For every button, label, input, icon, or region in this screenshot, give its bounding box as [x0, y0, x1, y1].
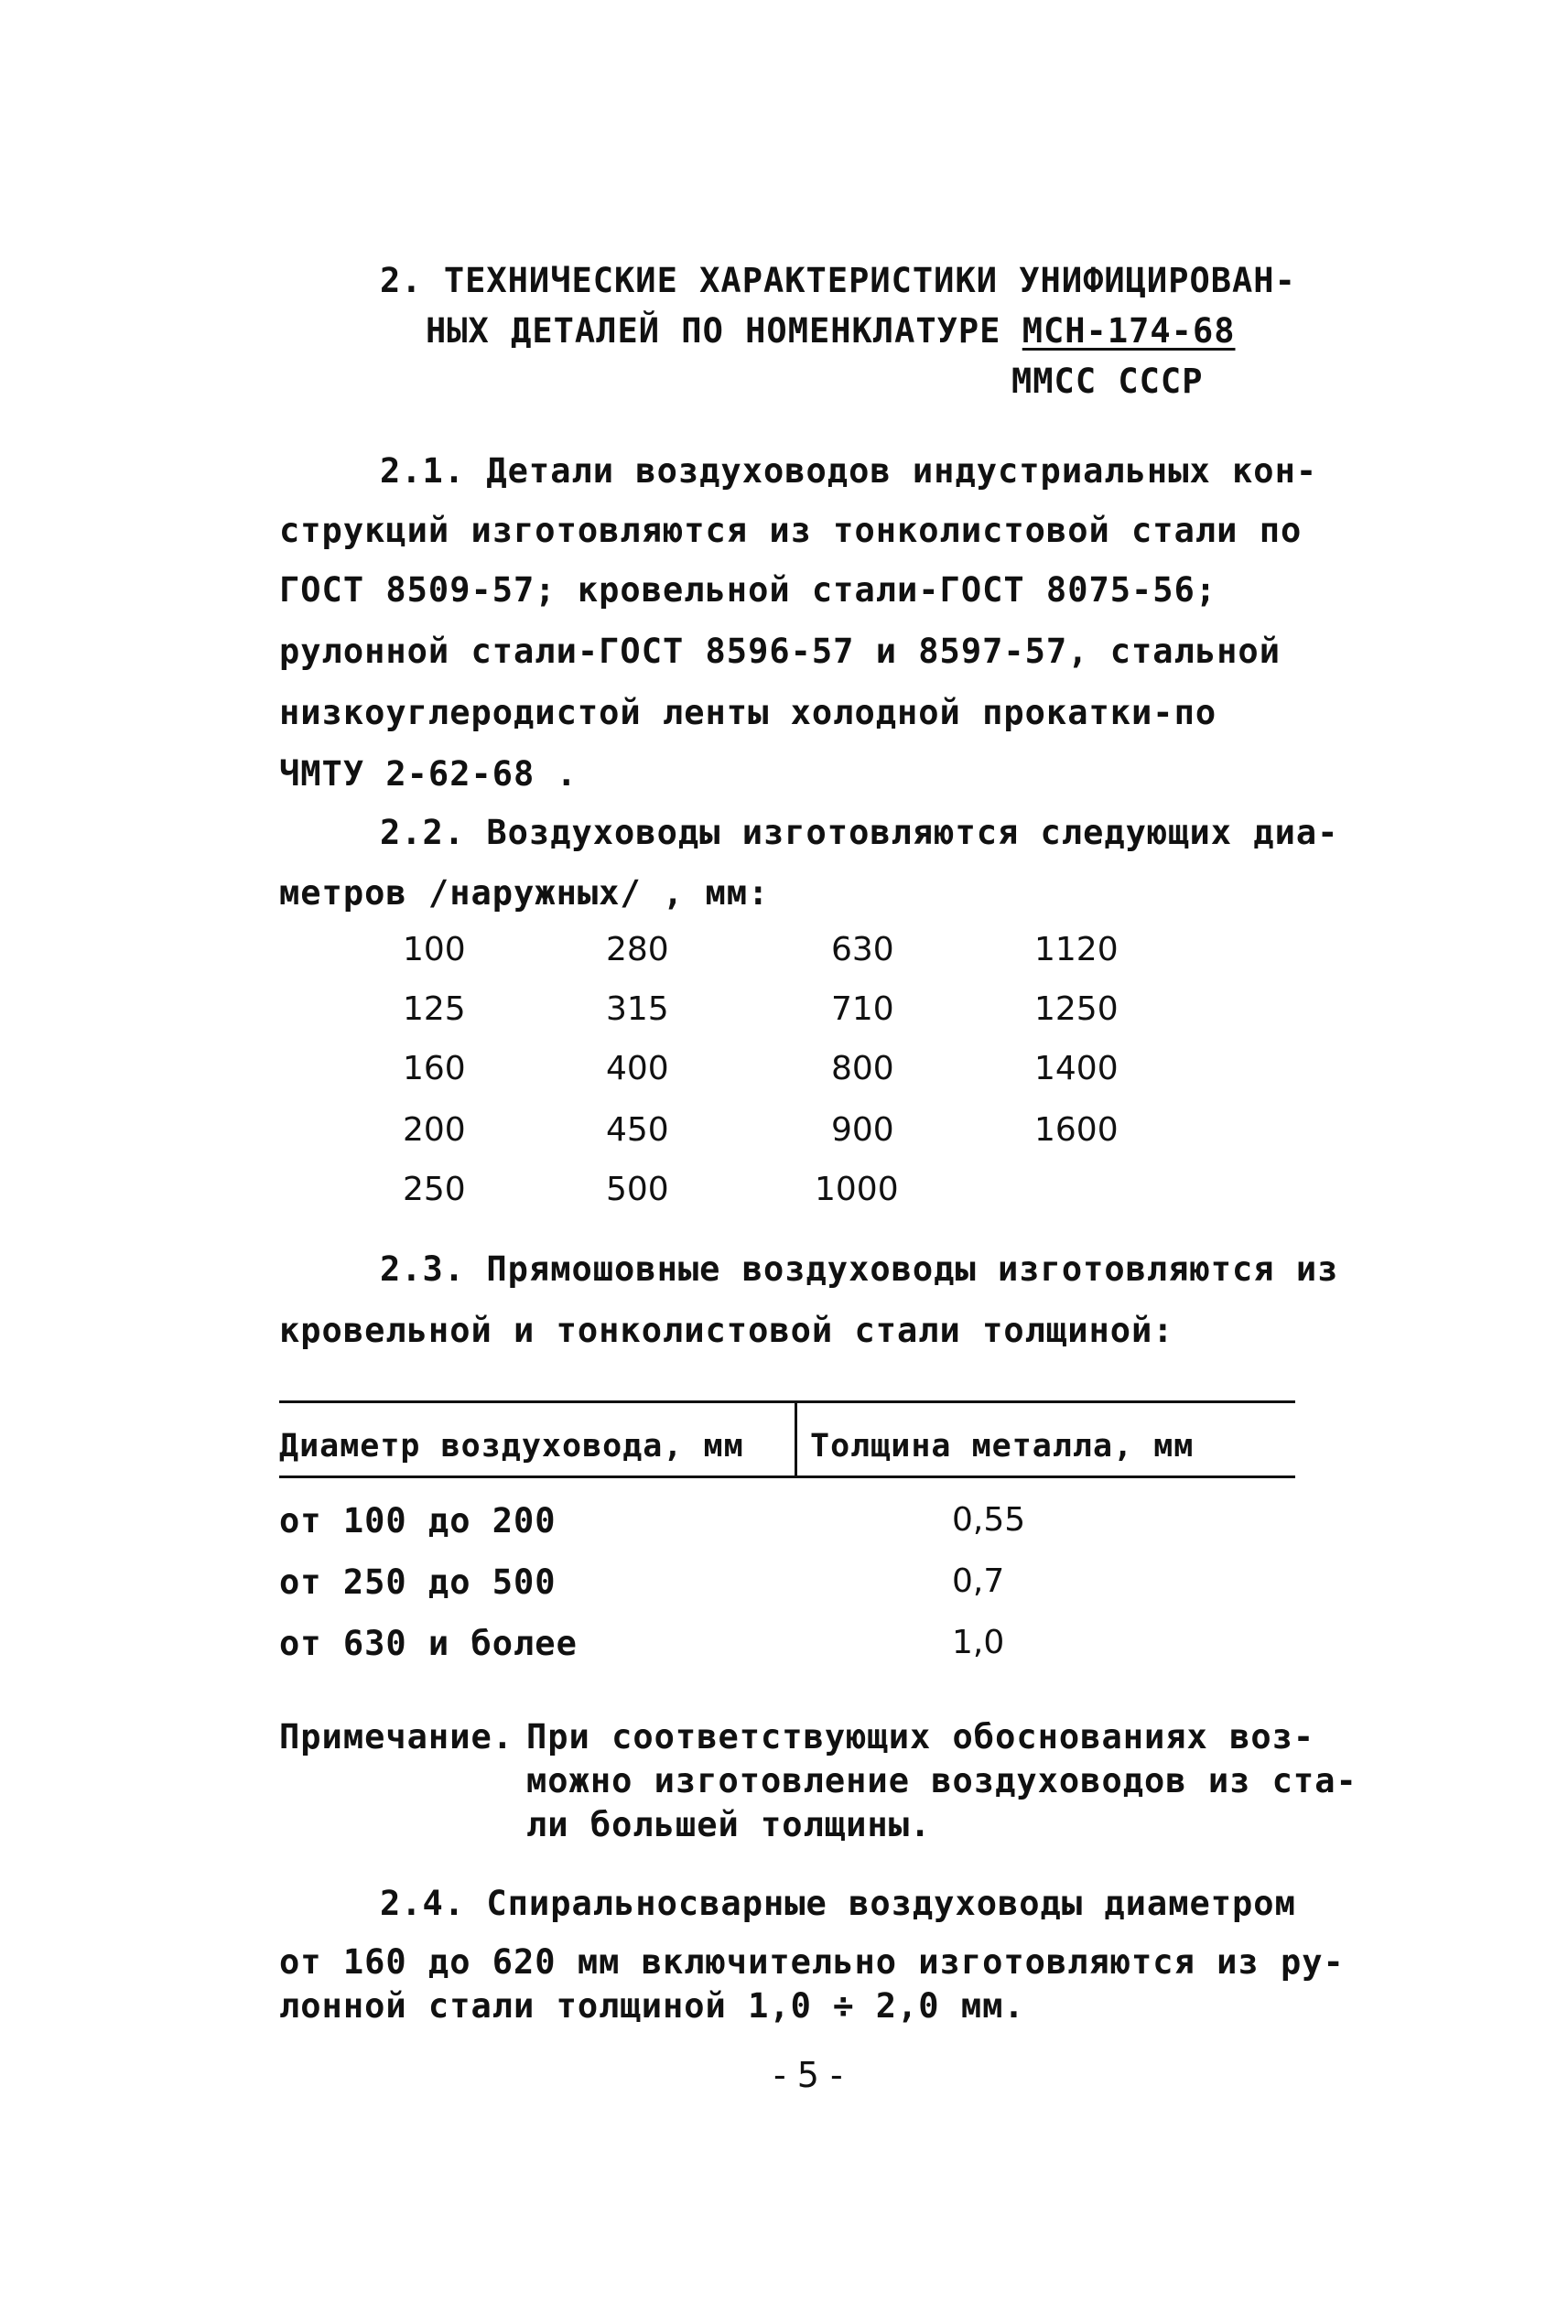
- diameter-cell: 450: [606, 1111, 669, 1149]
- document-code: МСН-174-68: [1022, 311, 1236, 351]
- para-2-2-line-1: 2.2. Воздуховоды изготовляются следующих диа-: [380, 813, 1339, 852]
- diameter-cell: 250: [403, 1171, 466, 1208]
- diameter-cell: 1000: [815, 1171, 899, 1208]
- diameter-cell: 280: [606, 931, 669, 968]
- diameter-cell: 800: [831, 1050, 894, 1087]
- para-2-4-line-1: 2.4. Спиральносварные воздуховоды диаметром: [380, 1884, 1296, 1923]
- para-2-1-line-2: струкций изготовляются из тонколистовой стали по: [279, 511, 1303, 550]
- diameter-cell: 1600: [1034, 1111, 1119, 1149]
- table-row-thickness: 0,55: [952, 1501, 1026, 1539]
- diameter-cell: 100: [403, 931, 466, 968]
- table-row-range: от 100 до 200: [279, 1501, 557, 1540]
- note-line-2: можно изготовление воздуховодов из ста-: [526, 1761, 1357, 1800]
- section-title-line-1: 2. ТЕХНИЧЕСКИЕ ХАРАКТЕРИСТИКИ УНИФИЦИРОВАН-: [380, 261, 1296, 300]
- para-2-1-line-1: 2.1. Детали воздуховодов индустриальных кон-: [380, 451, 1318, 491]
- table-row-range: от 630 и более: [279, 1624, 578, 1663]
- section-title-line-3: ММСС СССР: [1011, 362, 1204, 401]
- table-header-thickness: Толщина металла, мм: [810, 1428, 1195, 1465]
- page-number: - 5 -: [773, 2055, 843, 2095]
- diameter-cell: 160: [403, 1050, 466, 1087]
- diameter-cell: 500: [606, 1171, 669, 1208]
- note-line-3: ли большей толщины.: [526, 1805, 932, 1844]
- para-2-3-line-2: кровельной и тонколистовой стали толщиной:: [279, 1311, 1174, 1350]
- section-title-text: НЫХ ДЕТАЛЕЙ ПО НОМЕНКЛАТУРЕ: [426, 311, 1022, 351]
- diameter-cell: 1120: [1034, 931, 1119, 968]
- diameter-cell: 200: [403, 1111, 466, 1149]
- table-row-thickness: 1,0: [952, 1624, 1005, 1661]
- diameter-cell: 630: [831, 931, 894, 968]
- note-line-1: При соответствующих обоснованиях воз-: [526, 1717, 1315, 1757]
- para-2-3-line-1: 2.3. Прямошовные воздуховоды изготовляются из: [380, 1249, 1339, 1289]
- diameter-cell: 315: [606, 990, 669, 1028]
- table-header-rule: [279, 1475, 1295, 1478]
- para-2-1-line-5: низкоуглеродистой ленты холодной прокатки-по: [279, 693, 1217, 732]
- section-title-line-2: [426, 311, 1236, 351]
- diameter-cell: 710: [831, 990, 894, 1028]
- para-2-4-line-3: лонной стали толщиной 1,0 ÷ 2,0 мм.: [279, 1986, 1025, 2026]
- para-2-1-line-4: рулонной стали-ГОСТ 8596-57 и 8597-57, стальной: [279, 632, 1281, 671]
- table-header-diameter: Диаметр воздуховода, мм: [279, 1428, 744, 1465]
- para-2-1-line-3: ГОСТ 8509-57; кровельной стали-ГОСТ 8075-56;: [279, 570, 1217, 610]
- table-top-rule: [279, 1400, 1295, 1403]
- para-2-1-line-6: ЧМТУ 2-62-68 .: [279, 754, 578, 794]
- diameter-cell: 125: [403, 990, 466, 1028]
- note-label: Примечание.: [279, 1717, 514, 1757]
- diameter-cell: 400: [606, 1050, 669, 1087]
- para-2-4-line-2: от 160 до 620 мм включительно изготовляются из ру-: [279, 1942, 1345, 1982]
- diameter-cell: 900: [831, 1111, 894, 1149]
- table-column-divider: [795, 1400, 797, 1478]
- diameter-cell: 1250: [1034, 990, 1119, 1028]
- para-2-2-line-2: метров /наружных/ , мм:: [279, 873, 770, 913]
- table-row-thickness: 0,7: [952, 1562, 1005, 1600]
- diameter-cell: 1400: [1034, 1050, 1119, 1087]
- table-row-range: от 250 до 500: [279, 1562, 557, 1602]
